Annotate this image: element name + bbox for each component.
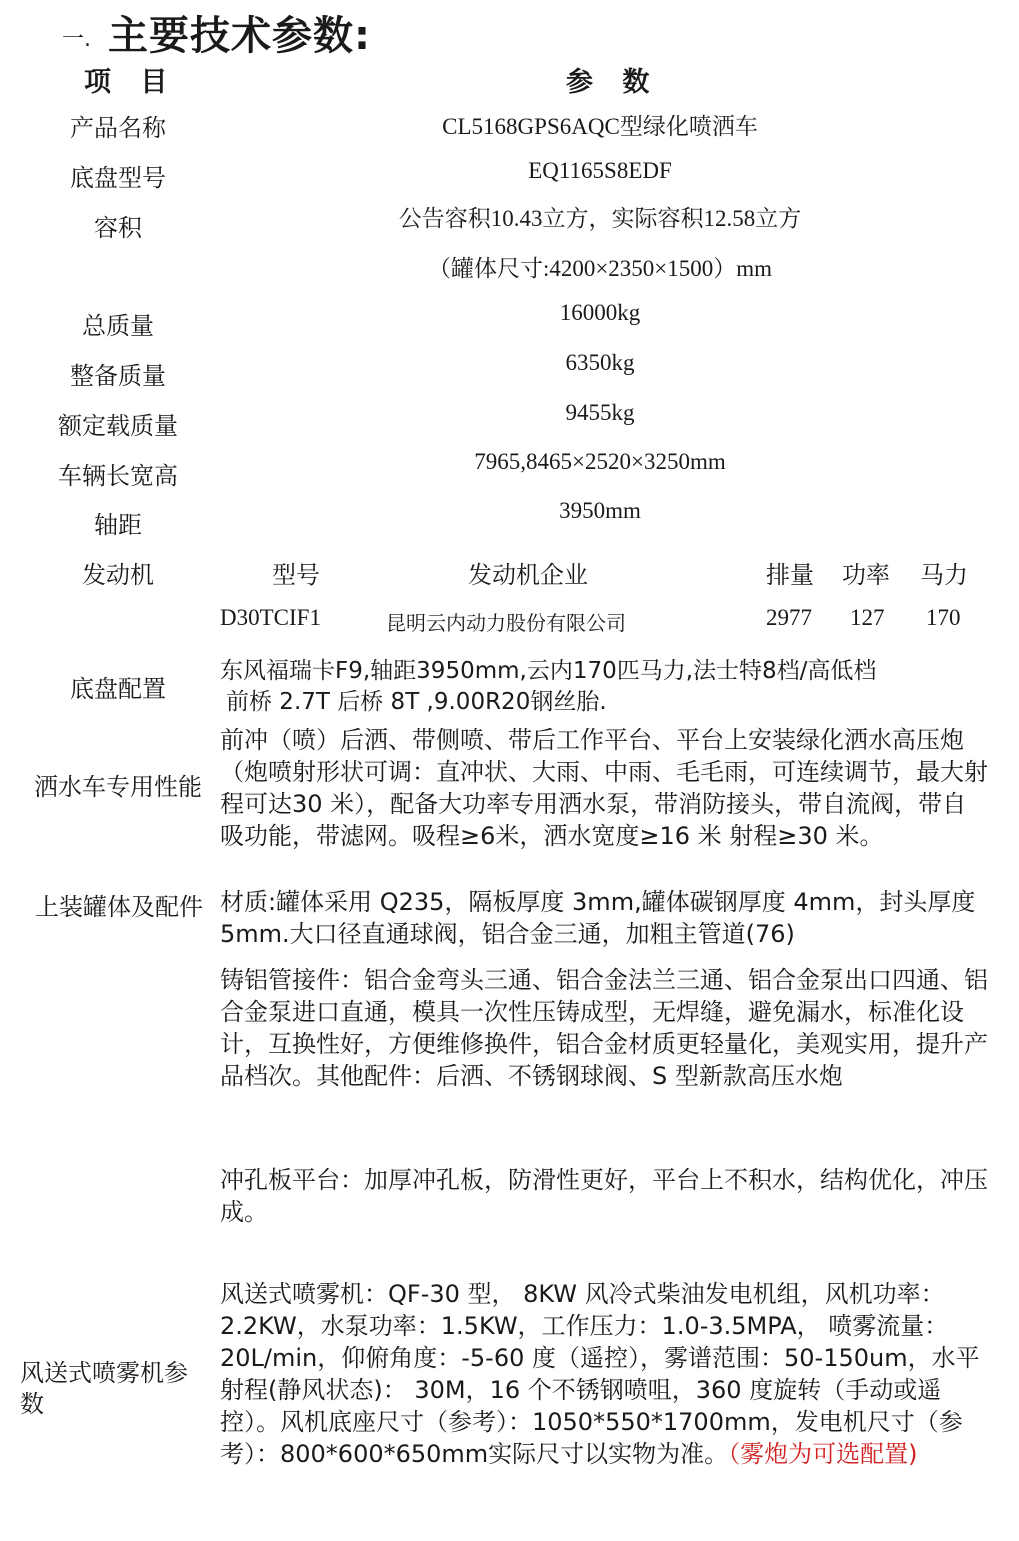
label-engine: 发动机 bbox=[82, 561, 154, 589]
label-wheelbase: 轴距 bbox=[94, 511, 142, 539]
label-gross-mass: 总质量 bbox=[82, 312, 154, 340]
engine-header-model: 型号 bbox=[272, 561, 320, 589]
engine-value-maker: 昆明云内动力股份有限公司 bbox=[386, 611, 626, 635]
engine-value-hp: 170 bbox=[926, 605, 961, 630]
value-volume-line2: （罐体尺寸:4200×2350×1500）mm bbox=[427, 256, 773, 281]
mist-note: （雾炮为可选配置) bbox=[728, 1440, 918, 1468]
value-dimensions: 7965,8465×2520×3250mm bbox=[474, 449, 726, 474]
label-product-name: 产品名称 bbox=[70, 114, 166, 142]
engine-header-hp: 马力 bbox=[920, 561, 968, 589]
mist-text-body: 风送式喷雾机：QF-30 型， 8KW 风冷式柴油发电机组，风机功率：2.2KW，水泵功率：1.5KW，工作压力：1.0-3.5MPA， 喷雾流量：20L/min，仰俯角度：-5-60 度（遥控），雾谱范围：50-150um，水平射程(静风状态)： 30M，16 个不锈钢喷咀，360 度旋转（手动或遥控）。风机底座尺寸（参考）：1050*550*1700mm，发电机尺寸（参考）：800*600*650mm实际尺寸以实物为准。 bbox=[220, 1280, 980, 1468]
value-chassis-model: EQ1165S8EDF bbox=[528, 158, 672, 183]
sprinkler-text: 前冲（喷）后洒、带侧喷、带后工作平台、平台上安装绿化洒水高压炮（炮喷射形状可调：直冲状、大雨、中雨、毛毛雨，可连续调节，最大射程可达30 米），配备大功率专用洒水泵，带消防接头，带自流阀，带自吸功能，带滤网。吸程≥6米，洒水宽度≥16 米 射程≥30 米。 bbox=[220, 726, 988, 850]
header-param: 参 数 bbox=[566, 67, 660, 98]
label-volume: 容积 bbox=[94, 214, 142, 242]
label-sprinkler: 洒水车专用性能 bbox=[34, 773, 202, 801]
tank-platform: 冲孔板平台：加厚冲孔板，防滑性更好，平台上不积水，结构优化，冲压成。 bbox=[220, 1166, 988, 1226]
chassis-config-line2: 前桥 2.7T 后桥 8T ,9.00R20钢丝胎. bbox=[226, 689, 607, 715]
value-gross-mass: 16000kg bbox=[559, 300, 641, 325]
tank-fittings: 铸铝管接件：铝合金弯头三通、铝合金法兰三通、铝合金泵出口四通、铝合金泵进口直通，模具一次性压铸成型，无焊缝，避免漏水，标准化设计，互换性好，方便维修换件，铝合金材质更轻量化，美观实用，提升产品档次。其他配件：后洒、不锈钢球阀、S 型新款高压水炮 bbox=[220, 966, 988, 1090]
value-product-name: CL5168GPS6AQC型绿化喷洒车 bbox=[442, 114, 758, 139]
value-rated-load: 9455kg bbox=[565, 400, 635, 425]
engine-value-power: 127 bbox=[850, 605, 885, 630]
label-chassis-config: 底盘配置 bbox=[70, 675, 166, 703]
engine-header-maker: 发动机企业 bbox=[468, 561, 588, 589]
chassis-config-line1: 东风福瑞卡F9,轴距3950mm,云内170匹马力,法士特8档/高低档 bbox=[220, 658, 877, 684]
engine-value-displacement: 2977 bbox=[766, 605, 812, 630]
tank-material: 材质:罐体采用 Q235，隔板厚度 3mm,罐体碳钢厚度 4mm，封头厚度 5mm.大口径直通球阀，铝合金三通，加粗主管道(76) bbox=[220, 888, 976, 948]
value-curb-mass: 6350kg bbox=[565, 350, 635, 375]
label-rated-load: 额定载质量 bbox=[58, 412, 178, 440]
label-tank: 上装罐体及配件 bbox=[35, 893, 203, 921]
mist-text bbox=[220, 1278, 990, 1470]
label-curb-mass: 整备质量 bbox=[70, 362, 166, 390]
label-mist: 风送式喷雾机参数 bbox=[20, 1359, 188, 1418]
value-volume-line1: 公告容积10.43立方，实际容积12.58立方 bbox=[398, 206, 802, 231]
engine-value-model: D30TCIF1 bbox=[220, 605, 321, 630]
label-chassis-model: 底盘型号 bbox=[70, 164, 166, 192]
engine-header-displacement: 排量 bbox=[766, 561, 814, 589]
value-wheelbase: 3950mm bbox=[559, 498, 641, 523]
title-prefix: 一. bbox=[62, 27, 91, 52]
header-item: 项 目 bbox=[84, 67, 178, 98]
page-title: 主要技术参数: bbox=[108, 13, 371, 59]
engine-header-power: 功率 bbox=[842, 561, 890, 589]
label-dimensions: 车辆长宽高 bbox=[58, 462, 178, 490]
